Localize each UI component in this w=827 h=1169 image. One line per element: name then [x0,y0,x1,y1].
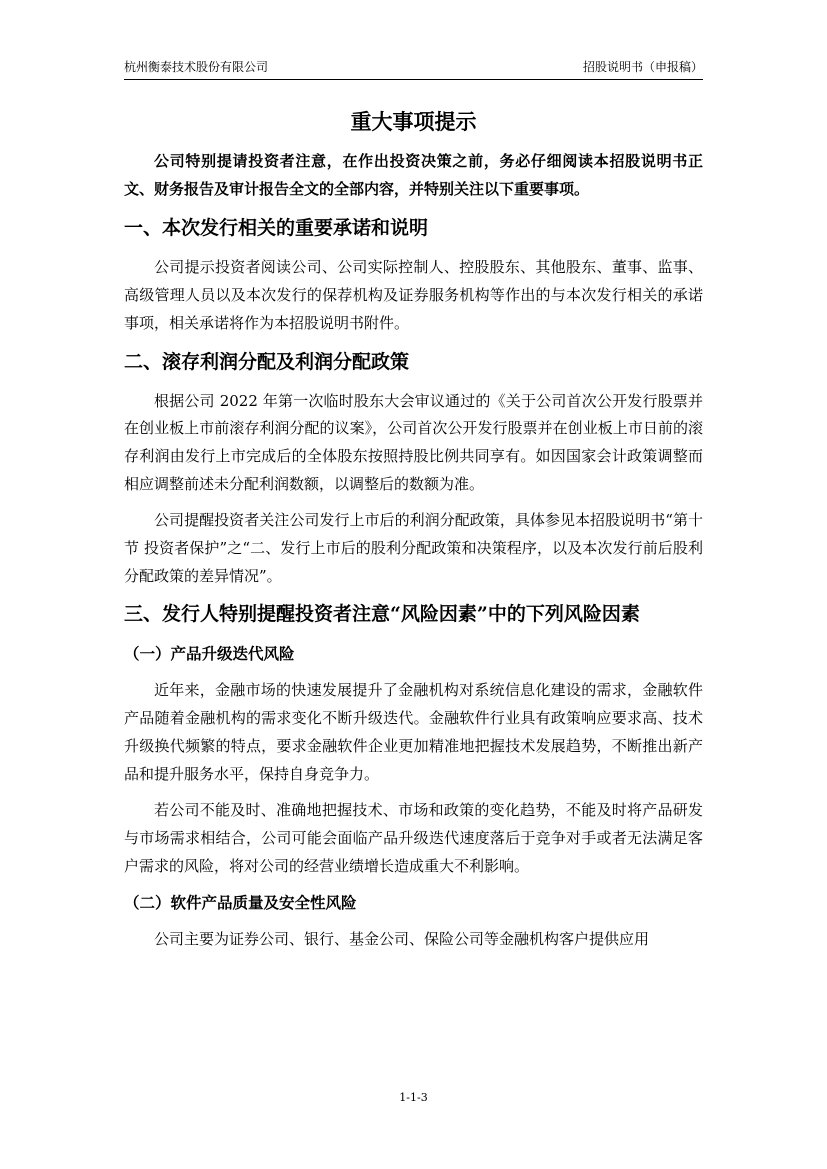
section-heading-2: 二、滚存利润分配及利润分配政策 [124,350,410,373]
subsection-2-paragraph-1: 公司主要为证券公司、银行、基金公司、保险公司等金融机构客户提供应用 [154,930,650,949]
section-2-paragraph-1: 根据公司 2022 年第一次临时股东大会审议通过的《关于公司首次公开发行股票并在创业板上市前滚存利润分配的议案》，公司首次公开发行股票并在创业板上市日前的滚存利润由发行上市完成后的全体股东按照持股比例共同享有。如因国家会计政策调整而相应调整前述未分配利润数额，以调整后的数额为准。 [124,391,703,493]
subsection-heading-1: （一）产品升级迭代风险 [124,644,295,664]
header-divider [124,79,703,80]
section-1-paragraph-1: 公司提示投资者阅读公司、公司实际控制人、控股股东、其他股东、董事、监事、高级管理人员以及本次发行的保荐机构及证券服务机构等作出的与本次发行相关的承诺事项，相关承诺将作为本招股说明书附件。 [124,258,703,332]
intro-paragraph: 公司特别提请投资者注意，在作出投资决策之前，务必仔细阅读本招股说明书正文、财务报告及审计报告全文的全部内容，并特别关注以下重要事项。 [124,152,703,198]
subsection-1-paragraph-1: 近年来，金融市场的快速发展提升了金融机构对系统信息化建设的需求，金融软件产品随着金融机构的需求变化不断升级迭代。金融软件行业具有政策响应要求高、技术升级换代频繁的特点，要求金融软件企业更加精准地把握技术发展趋势，不断推出新产品和提升服务水平，保持自身竞争力。 [124,681,703,783]
header-document-type: 招股说明书（申报稿） [582,60,703,74]
subsection-heading-2: （二）软件产品质量及安全性风险 [124,893,357,913]
section-heading-3: 三、发行人特别提醒投资者注意“风险因素”中的下列风险因素 [124,603,640,626]
section-2-paragraph-2: 公司提醒投资者关注公司发行上市后的利润分配政策，具体参见本招股说明书“第十节 投资者保护”之“二、发行上市后的股利分配政策和决策程序，以及本次发行前后股利分配政策的差异情况”。 [124,511,703,585]
header-company-name: 杭州衡泰技术股份有限公司 [124,60,269,74]
subsection-1-paragraph-2: 若公司不能及时、准确地把握技术、市场和政策的变化趋势，不能及时将产品研发与市场需求相结合，公司可能会面临产品升级迭代速度落后于竞争对手或者无法满足客户需求的风险，将对公司的经营业绩增长造成重大不利影响。 [124,801,703,875]
page-header [124,58,703,78]
page-number: 1-1-3 [399,1091,428,1104]
page-body [124,106,703,963]
page-title: 重大事项提示 [350,109,477,134]
section-heading-1: 一、本次发行相关的重要承诺和说明 [124,217,429,240]
